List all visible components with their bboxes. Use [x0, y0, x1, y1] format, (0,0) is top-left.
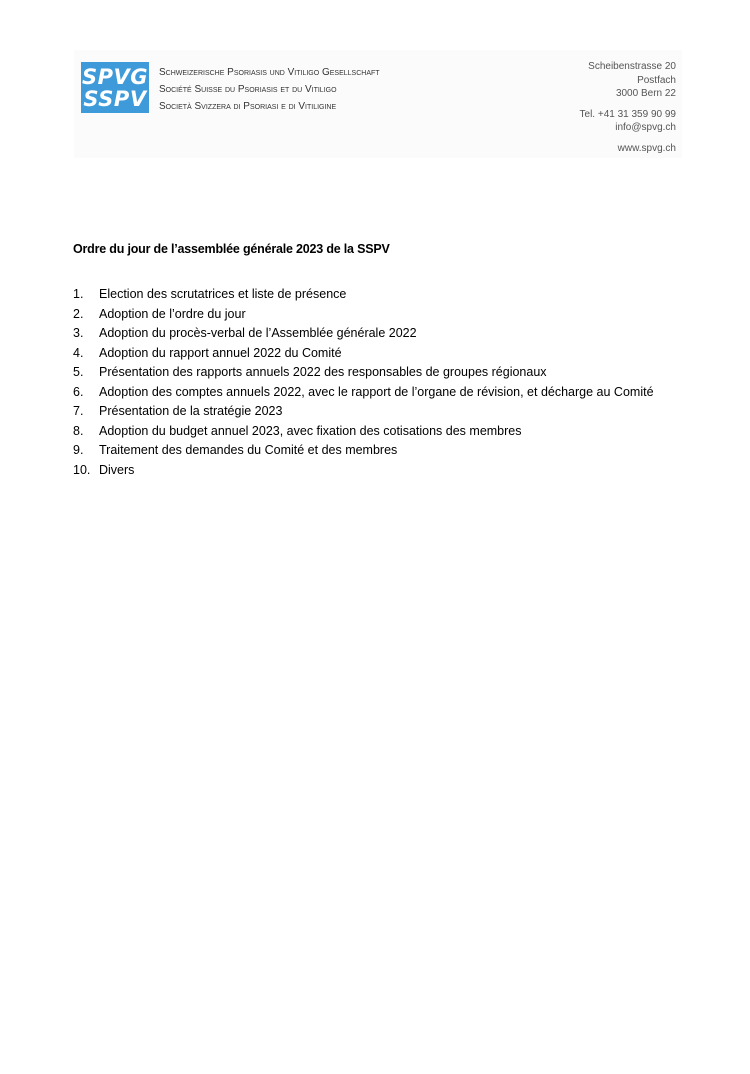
- agenda-item: [73, 346, 685, 362]
- agenda-item: [73, 443, 685, 459]
- agenda-item-text: Adoption du rapport annuel 2022 du Comité: [99, 345, 342, 360]
- spvg-logo: [81, 62, 149, 113]
- agenda-item-text: Adoption de l’ordre du jour: [99, 306, 246, 321]
- contact-block: [580, 60, 676, 155]
- agenda-item-number: 7.: [73, 404, 84, 418]
- agenda-item-text: Présentation de la stratégie 2023: [99, 404, 283, 418]
- agenda-item-number: 2.: [73, 306, 84, 321]
- agenda-item: [73, 424, 685, 440]
- agenda-item-text: Adoption du budget annuel 2023, avec fixation des cotisations des membres: [99, 423, 522, 438]
- agenda-item-number: 1.: [73, 287, 84, 301]
- email-address: info@spvg.ch: [615, 122, 676, 133]
- agenda-item: [73, 307, 685, 323]
- agenda-item-text: Adoption du procès-verbal de l’Assemblée générale 2022: [99, 326, 417, 340]
- agenda-item-number: 4.: [73, 345, 84, 360]
- agenda-item: [73, 326, 685, 342]
- agenda-item: [73, 365, 685, 381]
- contact-spacer: [580, 101, 676, 108]
- letterhead: [74, 50, 682, 158]
- agenda-item-number: 6.: [73, 384, 84, 399]
- agenda-item-text: Adoption des comptes annuels 2022, avec le rapport de l’organe de révision, et décharge au Comité: [99, 384, 654, 399]
- org-name-german: Schweizerische Psoriasis und Vitiligo Gesellschaft: [159, 67, 380, 78]
- logo-line-de: SPVG: [81, 64, 148, 89]
- address-po-box: Postfach: [637, 74, 676, 86]
- address-street: Scheibenstrasse 20: [588, 61, 676, 72]
- website-address: www.spvg.ch: [617, 142, 676, 154]
- agenda-item-number: 10.: [73, 462, 91, 477]
- agenda-item: [73, 287, 685, 303]
- org-name-french: Société Suisse du Psoriasis et du Vitiligo: [159, 84, 337, 95]
- agenda-item-text: Election des scrutatrices et liste de présence: [99, 287, 347, 301]
- agenda-item: [73, 463, 685, 479]
- agenda-item-number: 9.: [73, 443, 84, 457]
- phone-number: Tel. +41 31 359 90 99: [579, 108, 676, 120]
- document-title: Ordre du jour de l’assemblée générale 2023 de la SSPV: [73, 242, 390, 256]
- agenda-item: [73, 385, 685, 401]
- org-name-italian: Società Svizzera di Psoriasi e di Vitiligine: [159, 101, 337, 112]
- agenda-item-text: Divers: [99, 462, 135, 477]
- organization-names: [159, 64, 380, 115]
- agenda-item-number: 3.: [73, 326, 84, 340]
- agenda-item-text: Traitement des demandes du Comité et des membres: [99, 443, 398, 457]
- logo-line-fr: SSPV: [83, 86, 147, 111]
- address-city: 3000 Bern 22: [615, 88, 676, 99]
- agenda-item: [73, 404, 685, 420]
- agenda-item-number: 5.: [73, 365, 84, 379]
- contact-spacer: [580, 135, 676, 142]
- agenda-list: [73, 287, 685, 482]
- agenda-item-number: 8.: [73, 423, 84, 438]
- agenda-item-text: Présentation des rapports annuels 2022 des responsables de groupes régionaux: [99, 365, 547, 379]
